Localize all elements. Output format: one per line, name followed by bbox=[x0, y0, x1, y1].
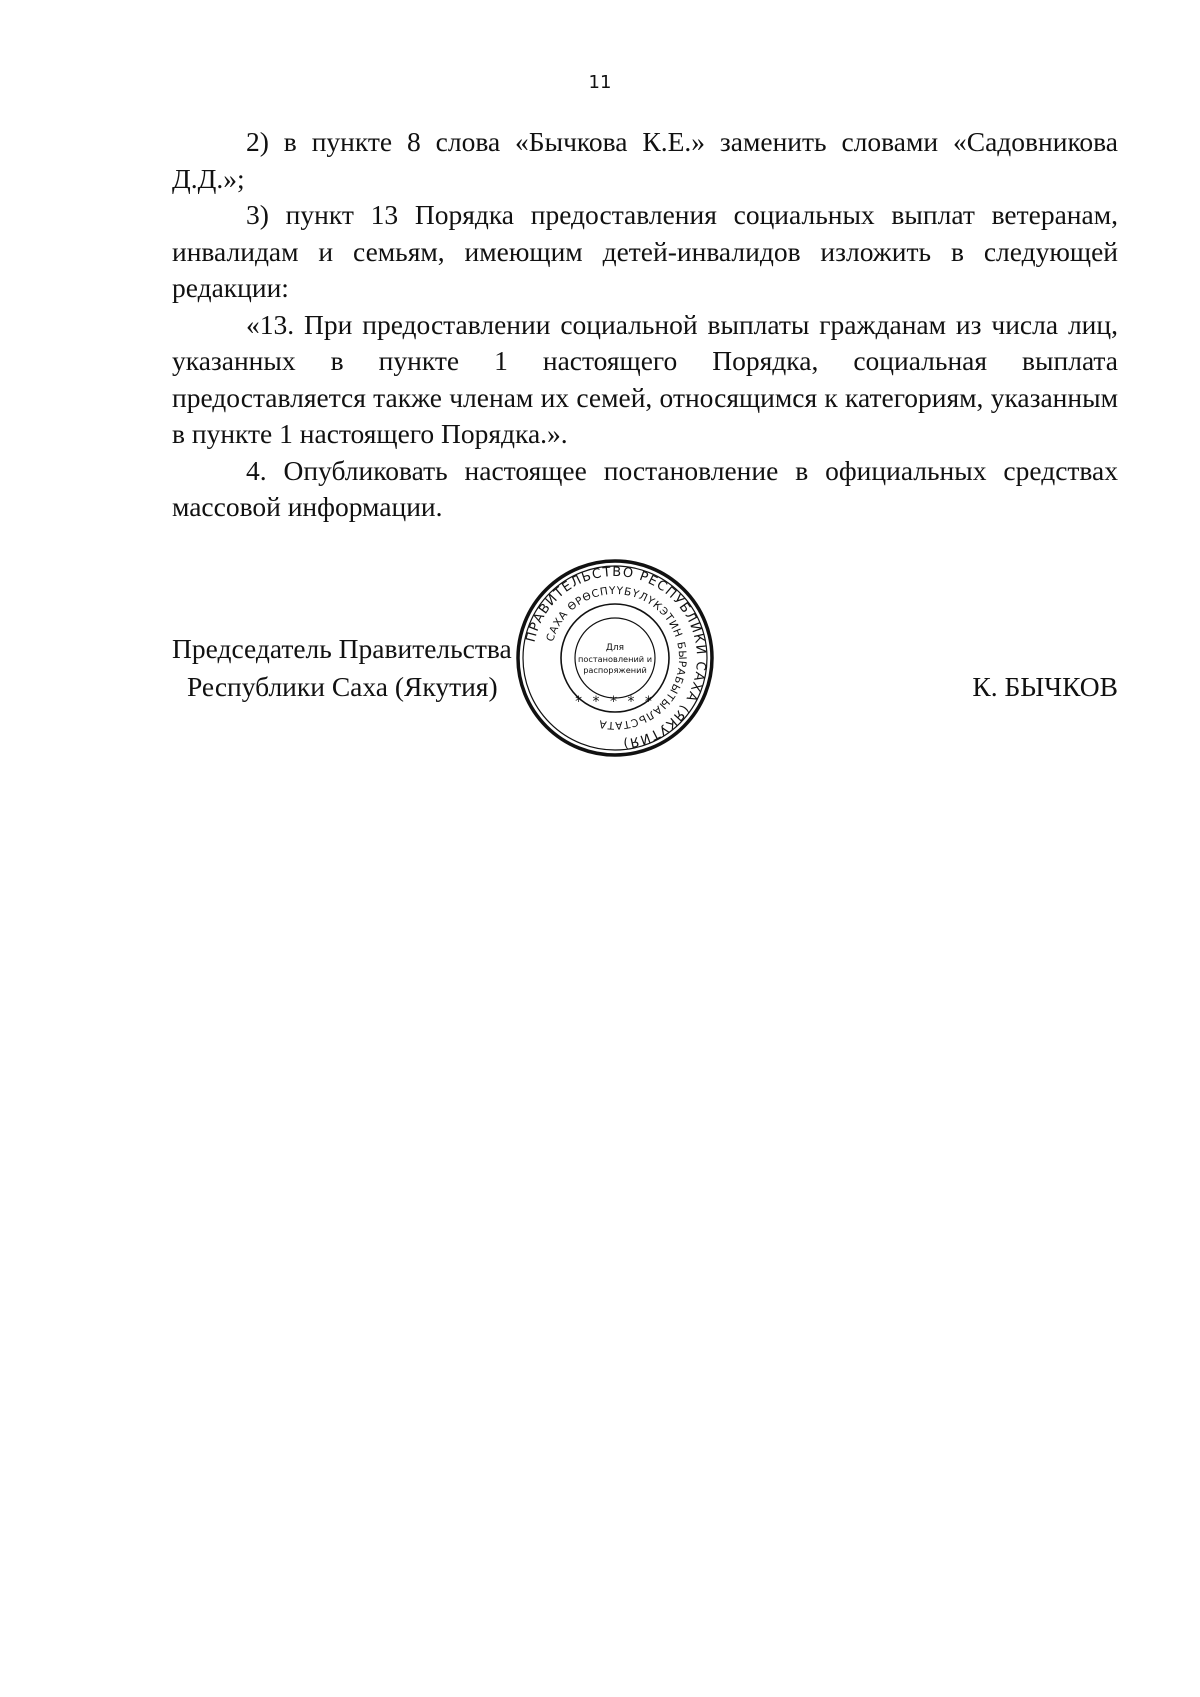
document-body bbox=[172, 124, 1118, 526]
official-seal bbox=[515, 558, 715, 758]
seal-center-line2: постановлений и bbox=[577, 654, 653, 664]
paragraph-quote-13: «13. При предоставлении социальной выплаты гражданам из числа лиц, указанных в пункте 1 настоящего Порядка, социальная выплата предоставляется также членам их семей, относящимся к категориям, указанным в пункте 1 настоящего Порядка.». bbox=[172, 308, 1118, 449]
page-number: 11 bbox=[588, 72, 612, 93]
signature-position-line1: Председатель Правительства bbox=[172, 633, 512, 664]
paragraph-item-4: 4. Опубликовать настоящее постановление в официальных средствах массовой информации. bbox=[172, 454, 1118, 522]
signature-position bbox=[172, 630, 512, 706]
seal-center-line3: распоряжений bbox=[583, 665, 647, 675]
paragraph-item-2: 2) в пункте 8 слова «Бычкова К.Е.» заменить словами «Садовникова Д.Д.»; bbox=[172, 126, 1118, 194]
seal-stars: * * * * * bbox=[575, 694, 655, 710]
paragraph-item-3: 3) пункт 13 Порядка предоставления социальных выплат ветеранам, инвалидам и семьям, имеющим детей-инвалидов изложить в следующей редакции: bbox=[172, 199, 1118, 303]
signature-name: К. БЫЧКОВ bbox=[972, 671, 1118, 702]
signature-position-line2: Республики Саха (Якутия) bbox=[187, 671, 498, 702]
seal-center-line1: Для bbox=[605, 643, 625, 653]
seal-outer-text: ПРАВИТЕЛЬСТВО РЕСПУБЛИКИ САХА (ЯКУТИЯ) bbox=[523, 564, 709, 751]
seal-inner-text: САХА ӨРӨСПҮҮБҮЛҮКЭТИН БЫРАБЫТЫАЛЬСТАТА bbox=[544, 584, 689, 732]
